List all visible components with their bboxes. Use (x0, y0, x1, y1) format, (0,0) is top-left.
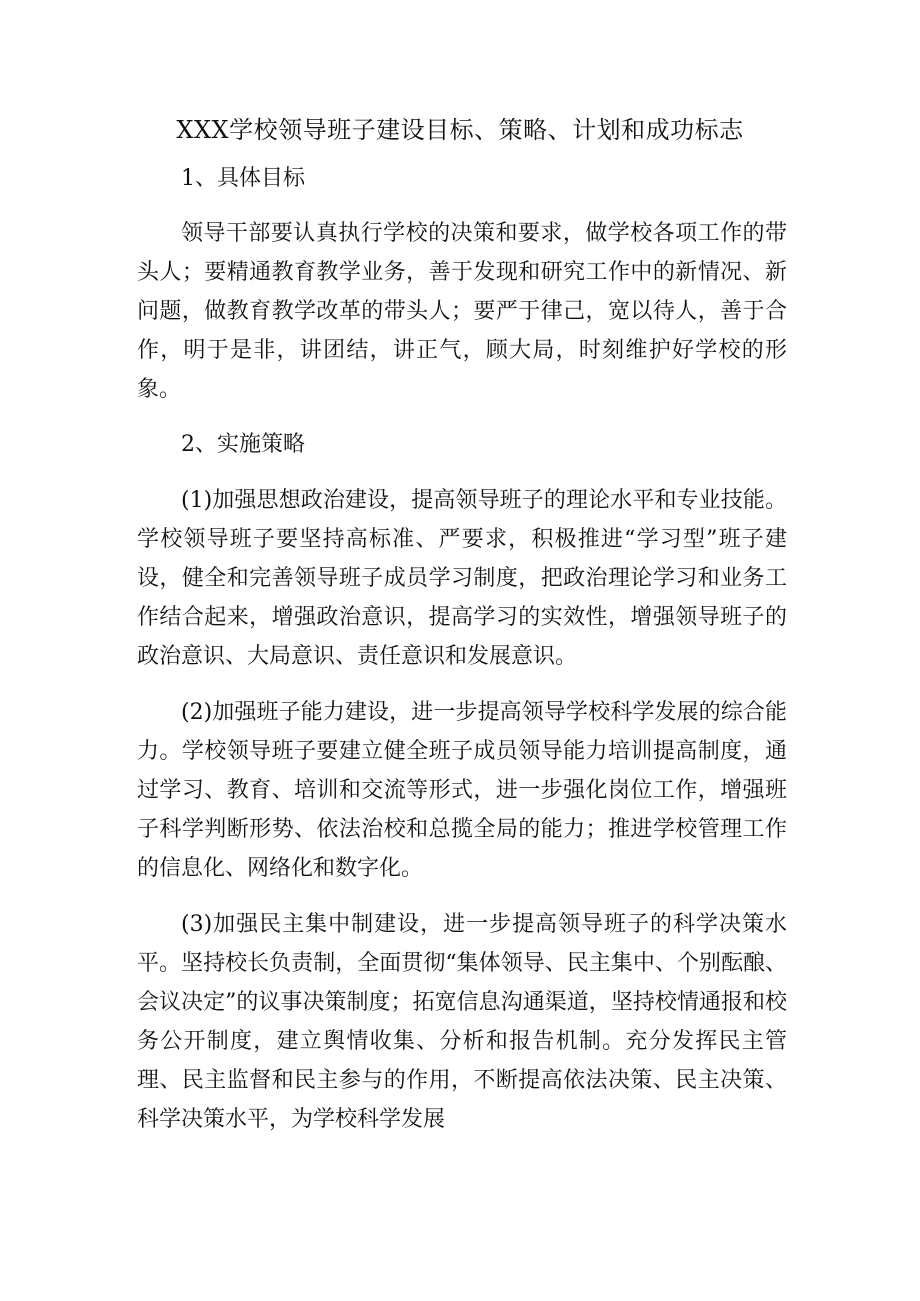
goals-paragraph: 领导干部要认真执行学校的决策和要求，做学校各项工作的带头人；要精通教育教学业务，善于发现和研究工作中的新情况、新问题，做教育教学改革的带头人；要严于律己，宽以待人，善于合作，明于是非，讲团结，讲正气，顾大局，时刻维护好学校的形象。 (137, 221, 787, 402)
section-heading-goals: 1、具体目标 (181, 166, 305, 191)
strategy-paragraph-3: (3)加强民主集中制建设，进一步提高领导班子的科学决策水平。坚持校长负责制，全面贯彻“集体领导、民主集中、个别酝酿、会议决定”的议事决策制度；拓宽信息沟通渠道，坚持校情通报和校务公开制度，建立舆情收集、分析和报告机制。充分发挥民主管理、民主监督和民主参与的作用，不断提高依法决策、民主决策、科学决策水平，为学校科学发展 (137, 912, 787, 1132)
section-heading-strategy: 2、实施策略 (181, 432, 305, 457)
document-title: XXX学校领导班子建设目标、策略、计划和成功标志 (176, 116, 744, 144)
document-body (137, 159, 787, 1139)
strategy-paragraph-2: (2)加强班子能力建设，进一步提高领导学校科学发展的综合能力。学校领导班子要建立健全班子成员领导能力培训提高制度，通过学习、教育、培训和交流等形式，进一步强化岗位工作，增强班子科学判断形势、依法治校和总揽全局的能力；推进学校管理工作的信息化、网络化和数字化。 (137, 700, 787, 881)
strategy-paragraph-1: (1)加强思想政治建设，提高领导班子的理论水平和专业技能。学校领导班子要坚持高标准、严要求，积极推进“学习型”班子建设，健全和完善领导班子成员学习制度，把政治理论学习和业务工作结合起来，增强政治意识，提高学习的实效性，增强领导班子的政治意识、大局意识、责任意识和发展意识。 (137, 488, 787, 669)
